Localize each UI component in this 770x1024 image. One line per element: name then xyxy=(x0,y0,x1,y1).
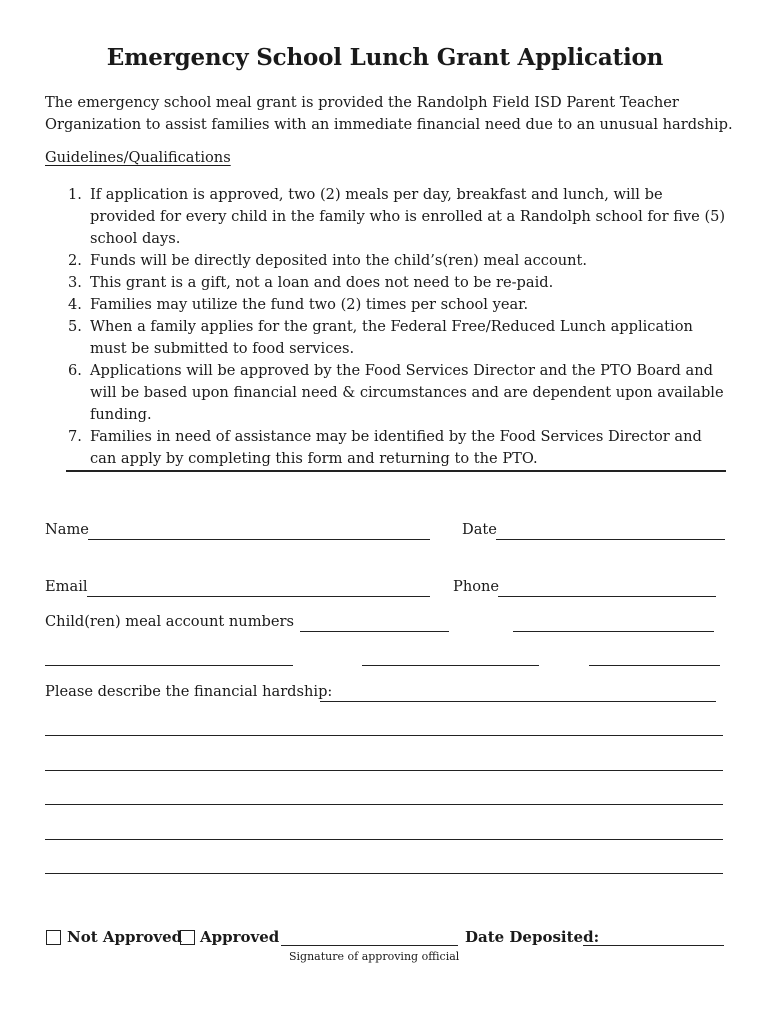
guidelines-heading: Guidelines/Qualifications xyxy=(45,149,231,166)
guideline-text: Families in need of assistance may be identified by the Food Services Director and can apply by completing this form and returning to the PTO. xyxy=(90,428,702,467)
guideline-text: This grant is a gift, not a loan and does not need to be re-paid. xyxy=(90,274,554,291)
guideline-text: Applications will be approved by the Food Services Director and the PTO Board and will be based upon financial need & circumstances and are dependent upon available funding. xyxy=(90,362,724,423)
signature-label: Signature of approving official xyxy=(289,950,460,963)
email-field[interactable] xyxy=(87,596,430,597)
date-label: Date xyxy=(462,521,497,538)
phone-label: Phone xyxy=(453,578,500,595)
page-title: Emergency School Lunch Grant Application xyxy=(106,44,664,71)
hardship-line[interactable] xyxy=(45,735,723,736)
guideline-text: Funds will be directly deposited into the child’s(ren) meal account. xyxy=(90,252,588,269)
account-number-field[interactable] xyxy=(362,665,539,666)
guidelines-list xyxy=(68,184,728,470)
not-approved-label: Not Approved xyxy=(67,928,183,946)
guideline-number: 7. xyxy=(68,428,82,445)
signature-field[interactable] xyxy=(281,945,458,946)
guideline-item xyxy=(68,250,728,272)
guideline-number: 6. xyxy=(68,362,82,379)
guideline-number: 1. xyxy=(68,186,82,203)
hardship-label: Please describe the financial hardship: xyxy=(45,683,333,700)
account-number-field[interactable] xyxy=(300,631,449,632)
hardship-line[interactable] xyxy=(45,770,723,771)
date-deposited-label: Date Deposited: xyxy=(465,928,600,946)
date-deposited-field[interactable] xyxy=(583,945,724,946)
not-approved-checkbox[interactable] xyxy=(46,930,61,945)
guideline-item xyxy=(68,316,728,360)
guideline-item xyxy=(68,294,728,316)
hardship-line[interactable] xyxy=(45,839,723,840)
account-number-field[interactable] xyxy=(589,665,720,666)
intro-paragraph: The emergency school meal grant is provided the Randolph Field ISD Parent Teacher Organization to assist families with an immediate financial need due to an unusual hardship. xyxy=(45,94,733,133)
guideline-text: Families may utilize the fund two (2) times per school year. xyxy=(90,296,529,313)
hardship-line[interactable] xyxy=(45,873,723,874)
approved-checkbox[interactable] xyxy=(180,930,195,945)
guideline-item xyxy=(68,272,728,294)
section-divider xyxy=(66,470,726,472)
guideline-number: 4. xyxy=(68,296,82,313)
phone-field[interactable] xyxy=(498,596,716,597)
guideline-number: 3. xyxy=(68,274,82,291)
name-field[interactable] xyxy=(88,539,430,540)
hardship-line[interactable] xyxy=(45,804,723,805)
date-field[interactable] xyxy=(496,539,725,540)
hardship-field[interactable] xyxy=(320,701,716,702)
name-label: Name xyxy=(45,521,89,538)
guideline-number: 5. xyxy=(68,318,82,335)
guideline-item xyxy=(68,360,728,426)
guideline-text: When a family applies for the grant, the Federal Free/Reduced Lunch application must be submitted to food services. xyxy=(90,318,693,357)
guideline-text: If application is approved, two (2) meals per day, breakfast and lunch, will be provided for every child in the family who is enrolled at a Randolph school for five (5) school days. xyxy=(90,186,726,247)
accounts-label: Child(ren) meal account numbers xyxy=(45,613,294,630)
email-label: Email xyxy=(45,578,88,595)
guideline-number: 2. xyxy=(68,252,82,269)
account-number-field[interactable] xyxy=(513,631,714,632)
guideline-item xyxy=(68,426,728,470)
account-number-field[interactable] xyxy=(45,665,293,666)
guideline-item xyxy=(68,184,728,250)
approved-label: Approved xyxy=(200,928,280,946)
